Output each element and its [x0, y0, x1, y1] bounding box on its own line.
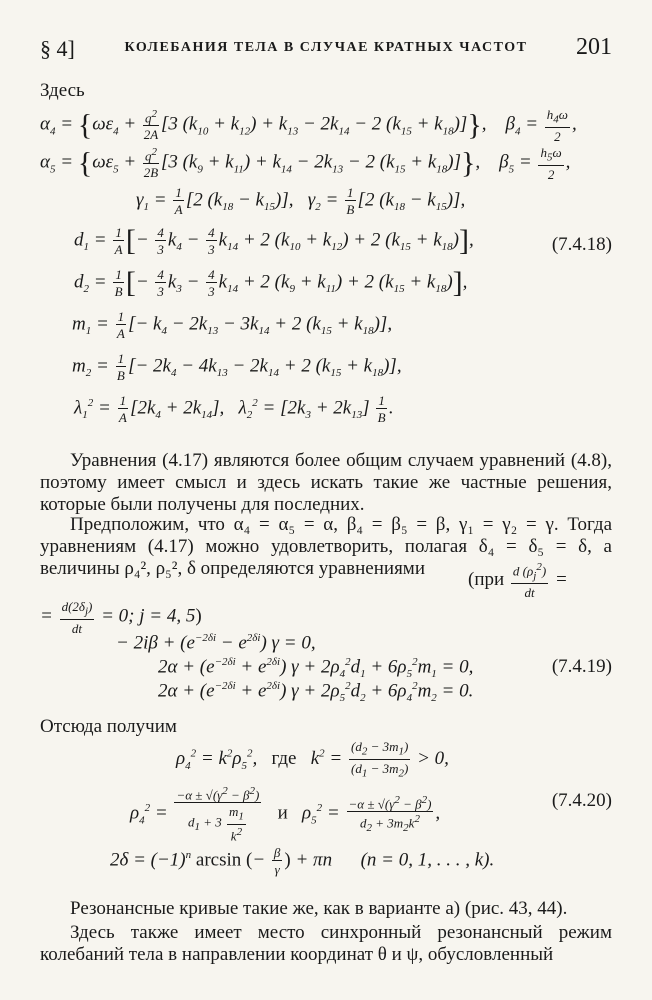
equation-d1: $d_1$ = $\frac{1}{A}$ [− $\frac{4}{3}$ $k_4$ − $\frac{4}{3}$ $k_{14} + 2$ $(k_{10} + k_{12}) + 2$ $(k_{15} + k_{18})$],	[74, 224, 474, 257]
equation-delta: $2\delta = (-1)^n$ arcsin (− $\frac{\beta}{\gamma}$ ) + πn (n = 0, 1, . . . , k).	[110, 845, 495, 877]
equation-gammas: $\gamma_1$ = $\frac{1}{A}$ [2 $(k_{18} - k_{15})$], $\gamma_2$ = $\frac{1}{B}$ [2 $(k_{18} - k_{15})$],	[136, 185, 466, 217]
equation-d2: $d_2$ = $\frac{1}{B}$ [− $\frac{4}{3}$ $k_3$ − $\frac{4}{3}$ $k_{14} + 2$ $(k_9 + k_{11}) + 2$ $(k_{15} + k_{18})$],	[74, 266, 468, 299]
equation-rho-values: $\rho_4^2$ = $-\alpha \pm √(\gamma^2 - \beta^2)$ $d_1 + 3$ $\frac{m_1}{k^2}$ и $\rho_5^2$ = $\frac{-\alpha \pm √(\gamma^2 - \beta^2)}{d_2 + 3m_2k^2}$ ,	[130, 785, 441, 844]
condition-derivative-cont: = $\frac{d(2\delta_j)}{dt}$ = 0; j = 4, 5)	[40, 599, 202, 636]
paragraph-4: Здесь также имеет место синхронный резонансный режим колебаний тела в направлении координат θ и ψ, обусловленный	[40, 922, 612, 965]
running-title: КОЛЕБАНИЯ ТЕЛА В СЛУЧАЕ КРАТНЫХ ЧАСТОТ	[124, 40, 528, 55]
equation-m1: $m_1$ = $\frac{1}{A}$ [− $k_4 - 2k_{13} - 3k_{14} + 2$ $(k_{15} + k_{18})$],	[72, 309, 393, 341]
section-marker: § 4]	[40, 36, 75, 61]
paragraph-1: Уравнения (4.17) являются более общим случаем уравнений (4.8), поэтому имеет смысл и здесь искать такие же частные решения, которые были получены для последних.	[40, 450, 612, 515]
otsyuda-text: Отсюда получим	[40, 716, 177, 737]
paragraph-3: Резонансные кривые такие же, как в варианте а) (рис. 43, 44).	[70, 898, 568, 919]
equation-19-line1: − $2i\beta + (e^{-2\delta i} - e^{2\delta i}) \gamma = 0$,	[116, 632, 316, 654]
equation-alpha4: $\alpha_4 = \{\omega\varepsilon_4$ + $\frac{q^2}{2A}$ [3 $(k_{10} + k_{12}) + k_{13} - 2k_{14} - 2$ $(k_{15} + k_{18})$]}, $\beta_4$ = $\frac{h_4\omega}{2}$ ,	[40, 107, 577, 144]
equation-m2: $m_2$ = $\frac{1}{B}$ [− $2k_4 - 4k_{13} - 2k_{14} + 2$ $(k_{15} + k_{18})$],	[72, 351, 402, 383]
equation-19-line2: $2\alpha + (e^{-2\delta i} + e^{2\delta i}) \gamma + 2\rho_4^2d_1 + 6\rho_5^2m_1 = 0$,	[158, 656, 474, 681]
equation-rho-relation: $\rho_4^2 = k^2\rho_5^2$, где $k^2$ = $\frac{(d_2 - 3m_1)}{(d_1 - 3m_2)}$ > 0,	[176, 739, 449, 780]
equation-alpha5: $\alpha_5 = \{\omega\varepsilon_5$ + $\frac{q^2}{2B}$ [3 $(k_9 + k_{11}) + k_{14} - 2k_{13} - 2$ $(k_{15} + k_{18})$]}, $\beta_5$ = $\frac{h_5\omega}{2}$ ,	[40, 145, 571, 182]
intro-word: Здесь	[40, 80, 85, 101]
equation-number-7-4-18: (7.4.18)	[551, 234, 612, 255]
page-number: 201	[576, 34, 612, 60]
equation-19-line3: $2\alpha + (e^{-2\delta i} + e^{2\delta i}) \gamma + 2\rho_5^2d_2 + 6\rho_4^2m_2 = 0$.	[158, 680, 474, 705]
condition-derivative: (при $\frac{d (\rho_j^2)}{dt}$ =	[468, 561, 568, 600]
running-header	[40, 32, 612, 62]
equation-number-7-4-19: (7.4.19)	[551, 656, 612, 677]
paragraph-2: Предположим, что α₄ = α₅ = α, β₄ = β₅ = β, γ₁ = γ₂ = γ. Тогда уравнениям (4.17) можно удовлетворить, полагая δ₄ = δ₅ = δ, а величины ρ₄², ρ₅², δ определяются уравнениями	[40, 514, 612, 579]
equation-number-7-4-20: (7.4.20)	[551, 790, 612, 811]
equation-lambdas: $\lambda_1^2$ = $\frac{1}{A}$ $[2k_4 + 2k_{14}]$, $\lambda_2^2 = [2k_3 + 2k_{13}]$ $\frac{1}{B}$ .	[74, 393, 394, 425]
